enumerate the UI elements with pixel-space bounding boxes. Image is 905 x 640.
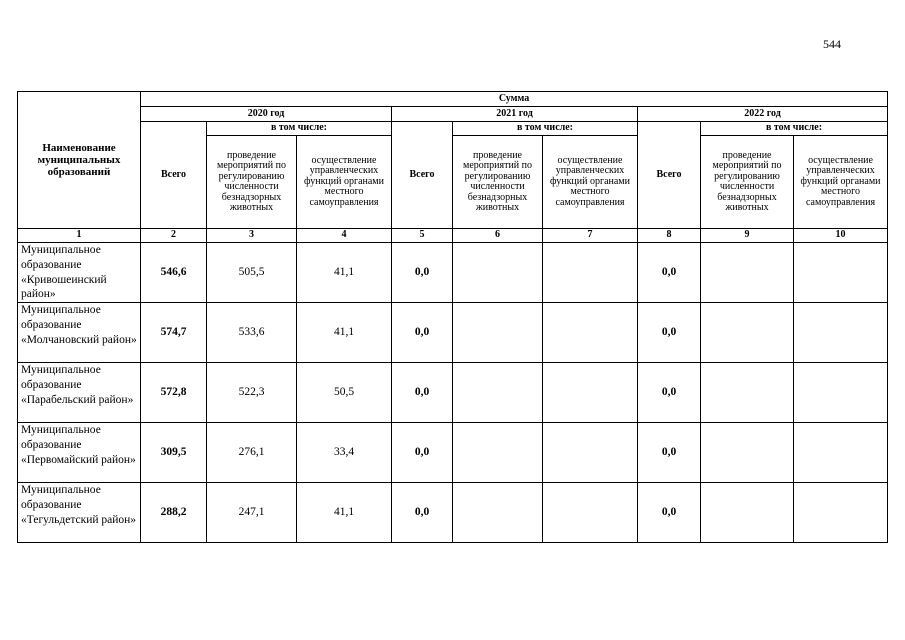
header-sub2-2021: осуществление управленческих функций органами местного самоуправления xyxy=(543,136,638,229)
animals-2021 xyxy=(453,363,543,423)
animals-2022 xyxy=(701,363,794,423)
header-row-incl xyxy=(18,122,888,136)
header-total-2020: Всего xyxy=(141,122,207,229)
page-number: 544 xyxy=(823,37,841,51)
admin-2021 xyxy=(543,243,638,303)
municipality-name: Муниципальное образование «Тегульдетский район» xyxy=(18,483,141,543)
total-2022: 0,0 xyxy=(638,303,701,363)
header-year-2022: 2022 год xyxy=(638,107,888,122)
table-row xyxy=(18,243,888,303)
total-2021: 0,0 xyxy=(392,303,453,363)
animals-2021 xyxy=(453,483,543,543)
admin-2020: 50,5 xyxy=(297,363,392,423)
admin-2022 xyxy=(794,423,888,483)
animals-2022 xyxy=(701,423,794,483)
header-row-sum xyxy=(18,92,888,107)
admin-2021 xyxy=(543,303,638,363)
header-year-2021: 2021 год xyxy=(392,107,638,122)
header-sub1-2022: проведение мероприятий по регулированию численности безнадзорных животных xyxy=(701,136,794,229)
total-2022: 0,0 xyxy=(638,483,701,543)
header-incl-2022: в том числе: xyxy=(701,122,888,136)
animals-2022 xyxy=(701,303,794,363)
animals-2021 xyxy=(453,423,543,483)
admin-2021 xyxy=(543,363,638,423)
header-incl-2020: в том числе: xyxy=(207,122,392,136)
column-number-row xyxy=(18,229,888,243)
admin-2020: 41,1 xyxy=(297,483,392,543)
col-number: 6 xyxy=(453,229,543,243)
animals-2022 xyxy=(701,243,794,303)
total-2021: 0,0 xyxy=(392,363,453,423)
header-sum: Сумма xyxy=(141,92,888,107)
total-2020: 574,7 xyxy=(141,303,207,363)
admin-2020: 33,4 xyxy=(297,423,392,483)
col-number: 8 xyxy=(638,229,701,243)
header-name-col: Наименование муниципальных образований xyxy=(18,92,141,229)
admin-2020: 41,1 xyxy=(297,243,392,303)
admin-2022 xyxy=(794,243,888,303)
total-2020: 309,5 xyxy=(141,423,207,483)
total-2020: 546,6 xyxy=(141,243,207,303)
header-incl-2021: в том числе: xyxy=(453,122,638,136)
animals-2020: 533,6 xyxy=(207,303,297,363)
col-number: 1 xyxy=(18,229,141,243)
animals-2020: 247,1 xyxy=(207,483,297,543)
animals-2020: 276,1 xyxy=(207,423,297,483)
animals-2021 xyxy=(453,303,543,363)
col-number: 3 xyxy=(207,229,297,243)
col-number: 10 xyxy=(794,229,888,243)
total-2021: 0,0 xyxy=(392,483,453,543)
municipality-name: Муниципальное образование «Кривошеинский район» xyxy=(18,243,141,303)
animals-2020: 522,3 xyxy=(207,363,297,423)
col-number: 7 xyxy=(543,229,638,243)
budget-table xyxy=(17,91,888,543)
total-2022: 0,0 xyxy=(638,363,701,423)
admin-2022 xyxy=(794,303,888,363)
admin-2022 xyxy=(794,483,888,543)
header-year-2020: 2020 год xyxy=(141,107,392,122)
admin-2021 xyxy=(543,483,638,543)
col-number: 4 xyxy=(297,229,392,243)
animals-2021 xyxy=(453,243,543,303)
table-row xyxy=(18,303,888,363)
total-2021: 0,0 xyxy=(392,423,453,483)
total-2022: 0,0 xyxy=(638,423,701,483)
admin-2021 xyxy=(543,423,638,483)
municipality-name: Муниципальное образование «Парабельский район» xyxy=(18,363,141,423)
col-number: 5 xyxy=(392,229,453,243)
header-sub1-2020: проведение мероприятий по регулированию численности безнадзорных животных xyxy=(207,136,297,229)
header-sub1-2021: проведение мероприятий по регулированию численности безнадзорных животных xyxy=(453,136,543,229)
header-total-2022: Всего xyxy=(638,122,701,229)
total-2020: 572,8 xyxy=(141,363,207,423)
admin-2022 xyxy=(794,363,888,423)
animals-2022 xyxy=(701,483,794,543)
header-sub2-2020: осуществление управленческих функций органами местного самоуправления xyxy=(297,136,392,229)
header-total-2021: Всего xyxy=(392,122,453,229)
municipality-name: Муниципальное образование «Первомайский район» xyxy=(18,423,141,483)
total-2020: 288,2 xyxy=(141,483,207,543)
animals-2020: 505,5 xyxy=(207,243,297,303)
admin-2020: 41,1 xyxy=(297,303,392,363)
table-row xyxy=(18,363,888,423)
col-number: 9 xyxy=(701,229,794,243)
header-row-years xyxy=(18,107,888,122)
municipality-name: Муниципальное образование «Молчановский район» xyxy=(18,303,141,363)
table-row xyxy=(18,483,888,543)
total-2022: 0,0 xyxy=(638,243,701,303)
col-number: 2 xyxy=(141,229,207,243)
total-2021: 0,0 xyxy=(392,243,453,303)
header-sub2-2022: осуществление управленческих функций органами местного самоуправления xyxy=(794,136,888,229)
table-row xyxy=(18,423,888,483)
